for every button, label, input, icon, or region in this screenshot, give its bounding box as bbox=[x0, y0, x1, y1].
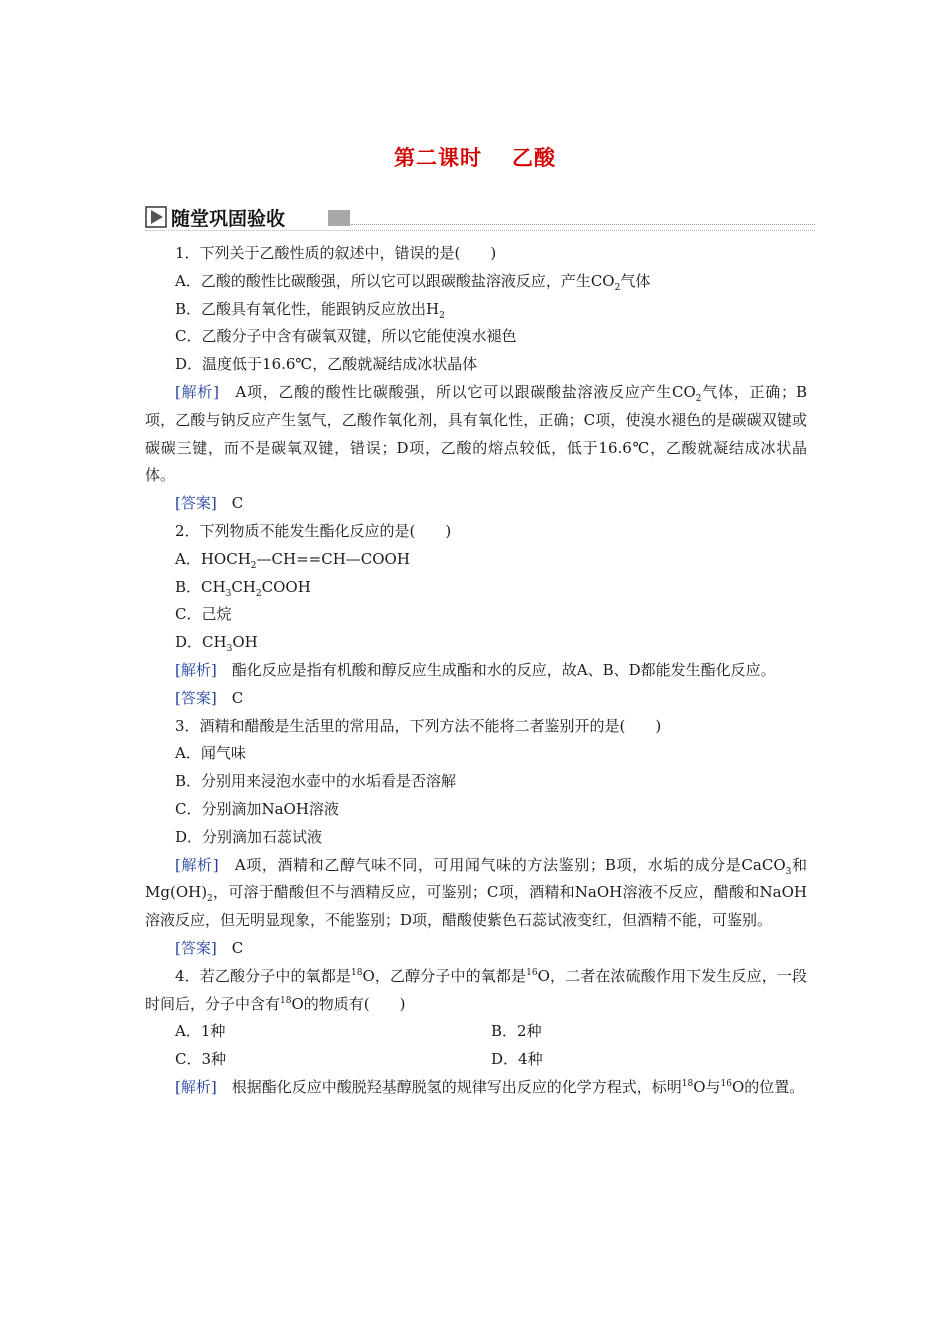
question-3-option-a: A．闻气味 bbox=[175, 744, 246, 763]
banner-block bbox=[328, 210, 350, 226]
question-1-option-d: D．温度低于16.6℃，乙酸就凝结成冰状晶体 bbox=[175, 355, 478, 374]
question-2-explanation: [解析] 酯化反应是指有机酸和醇反应生成酯和水的反应，故A、B、D都能发生酯化反应。 bbox=[175, 660, 776, 679]
question-3-option-b: B．分别用来浸泡水壶中的水垢看是否溶解 bbox=[175, 772, 457, 791]
explain-tag: [解析] bbox=[175, 382, 219, 401]
explain-tag: [解析] bbox=[175, 660, 217, 679]
question-1-stem: 1．下列关于乙酸性质的叙述中，错误的是( ) bbox=[175, 244, 497, 262]
question-2-answer: [答案] C bbox=[175, 688, 244, 707]
question-2-option-d: D．$CH_3OH$ bbox=[175, 633, 258, 655]
question-4-explanation: [解析] 根据酯化反应中酸脱羟基醇脱氢的规律写出反应的化学方程式，标明$^{18}$O与$^{16}$O的位置。 bbox=[175, 1077, 805, 1096]
section-banner bbox=[145, 204, 815, 232]
question-1-option-a: A．乙酸的酸性比碳酸强，所以它可以跟碳酸盐溶液反应，产生$CO_2$气体 bbox=[175, 271, 651, 293]
explain-tag: [解析] bbox=[175, 1077, 217, 1096]
question-4-option-a: A．1种 bbox=[175, 1022, 226, 1041]
question-3-option-c: C．分别滴加NaOH溶液 bbox=[175, 799, 339, 818]
title-topic: 乙酸 bbox=[512, 146, 556, 170]
question-1-explanation: [解析] A项，乙酸的酸性比碳酸强，所以它可以跟碳酸盐溶液反应产生$CO_2$气体，正确；B项，乙酸与钠反应产生氢气，乙酸作氧化剂，具有氧化性，正确；C项，使溴水褪色的是碳碳双键或碳碳三键，而不是碳氧双键，错误；D项，乙酸的熔点较低，低于16.6℃，乙酸就凝结成冰状晶体。 bbox=[145, 382, 807, 485]
question-4-option-c: C．3种 bbox=[175, 1050, 227, 1069]
title-lesson: 第二课时 bbox=[394, 146, 482, 170]
question-1-option-c: C．乙酸分子中含有碳氧双键，所以它能使溴水褪色 bbox=[175, 327, 517, 346]
banner-divider bbox=[351, 224, 815, 225]
question-1-answer: [答案] C bbox=[175, 494, 244, 513]
banner-divider-lower bbox=[145, 230, 815, 231]
answer-tag: [答案] bbox=[175, 938, 217, 957]
question-4-stem: 4．若乙酸分子中的氧都是$^{18}$O，乙醇分子中的氧都是$^{16}$O，二者在浓硫酸作用下发生反应，一段时间后，分子中含有$^{18}$O的物质有( ) bbox=[145, 966, 807, 1013]
question-3-stem: 3．酒精和醋酸是生活里的常用品，下列方法不能将二者鉴别开的是( ) bbox=[175, 716, 662, 735]
question-4-option-d: D．4种 bbox=[491, 1050, 543, 1069]
question-4-options-row-2 bbox=[145, 1046, 807, 1074]
question-list bbox=[145, 240, 807, 1102]
question-1-option-b: B．乙酸具有氧化性，能跟钠反应放出$H_2$ bbox=[175, 299, 445, 321]
question-3-option-d: D．分别滴加石蕊试液 bbox=[175, 827, 323, 846]
question-2-stem: 2．下列物质不能发生酯化反应的是( ) bbox=[175, 521, 452, 540]
section-heading: 随堂巩固验收 bbox=[171, 208, 286, 230]
question-3-answer: [答案] C bbox=[175, 938, 244, 957]
answer-tag: [答案] bbox=[175, 688, 217, 707]
question-2-option-a: A．$HOCH_2—CH==CH—COOH$ bbox=[175, 549, 410, 571]
question-4-options-row-1 bbox=[145, 1018, 807, 1046]
answer-tag: [答案] bbox=[175, 494, 217, 513]
question-4-option-b: B．2种 bbox=[491, 1022, 542, 1041]
play-arrow-icon bbox=[145, 206, 167, 228]
page-title bbox=[0, 142, 950, 172]
question-2-option-c: C．己烷 bbox=[175, 605, 232, 624]
question-3-explanation: [解析] A项，酒精和乙醇气味不同，可用闻气味的方法鉴别；B项，水垢的成分是CaCO$_3$和$Mg(OH)_2$，可溶于醋酸但不与酒精反应，可鉴别；C项，酒精和NaOH溶液不反应，醋酸和NaOH溶液反应，但无明显现象，不能鉴别；D项，醋酸使紫色石蕊试液变红，但酒精不能，可鉴别。 bbox=[145, 855, 807, 930]
question-2-option-b: B．$CH_3CH_2COOH$ bbox=[175, 577, 311, 599]
explain-tag: [解析] bbox=[175, 855, 219, 874]
